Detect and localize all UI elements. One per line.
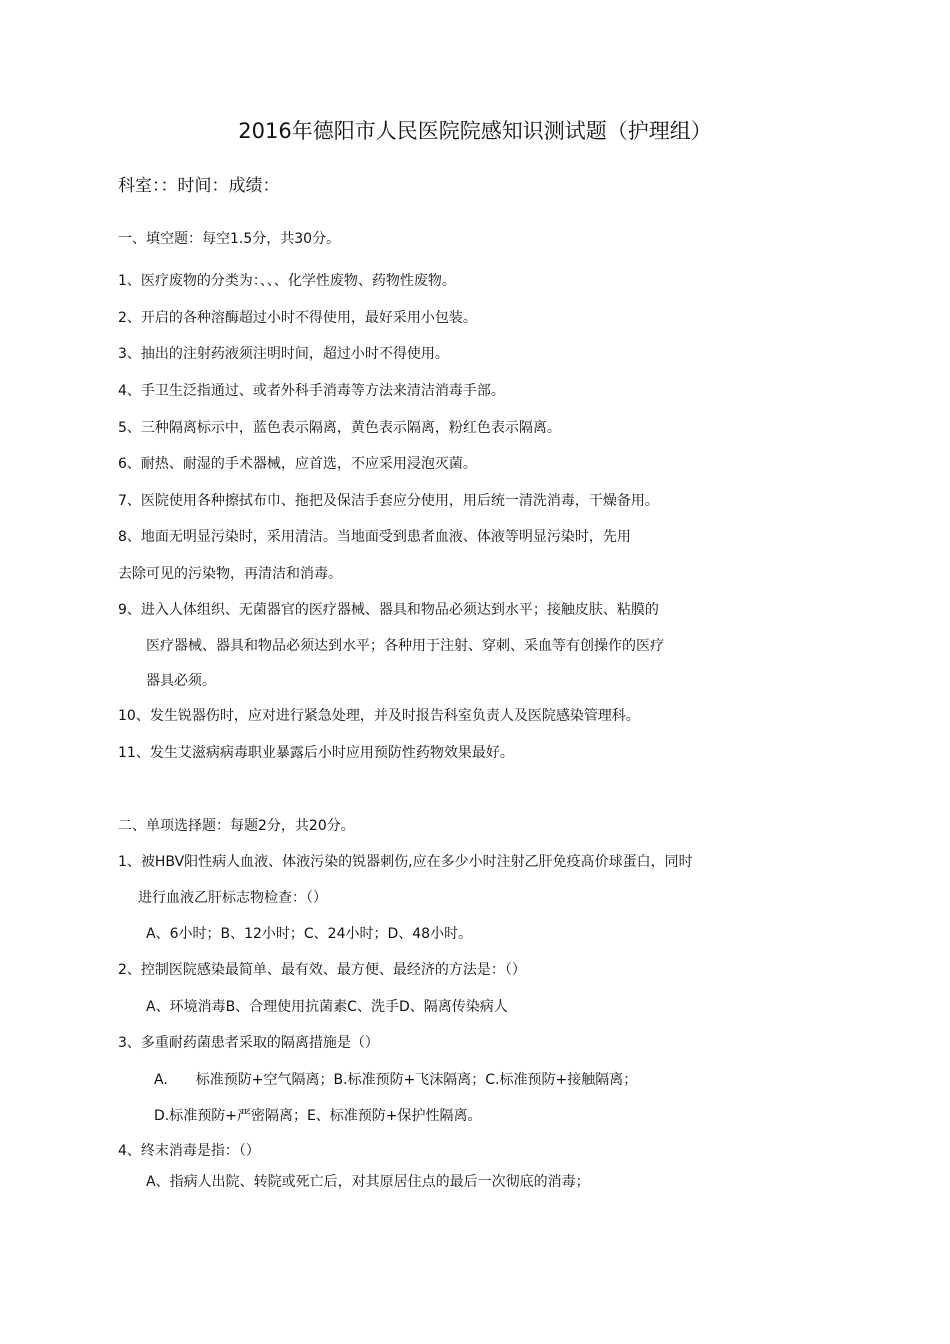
- fill-question-9-cont: 医疗器械、器具和物品必须达到水平；各种用于注射、穿刺、采血等有创操作的医疗: [146, 638, 664, 654]
- choice-question-2: 2、控制医院感染最简单、最有效、最方便、最经济的方法是：（）: [118, 962, 526, 978]
- fill-question-10: 10、发生锐器伤时，应对进行紧急处理，并及时报告科室负责人及医院感染管理科。: [118, 708, 640, 724]
- exam-title: 2016年德阳市人民医院院感知识测试题（护理组）: [238, 119, 712, 143]
- fill-question-3: 3、抽出的注射药液须注明时间，超过小时不得使用。: [118, 346, 449, 362]
- choice-question-4-option-a: A、指病人出院、转院或死亡后，对其原居住点的最后一次彻底的消毒；: [146, 1174, 590, 1190]
- choice-question-1-options: A、6小时；B、12小时；C、24小时；D、48小时。: [146, 926, 473, 942]
- choice-question-3-options-cont: D.标准预防+严密隔离；E、标准预防+保护性隔离。: [154, 1108, 482, 1124]
- choice-question-1-cont: 进行血液乙肝标志物检查：（）: [138, 890, 327, 906]
- fill-question-2: 2、开启的各种溶酶超过小时不得使用，最好采用小包装。: [118, 310, 477, 326]
- section2-heading: 二、单项选择题：每题2分，共20分。: [118, 818, 355, 834]
- fill-question-9: 9、进入人体组织、无菌器官的医疗器械、器具和物品必须达到水平；接触皮肤、粘膜的: [118, 602, 659, 618]
- choice-question-2-options: A、环境消毒B、合理使用抗菌素C、洗手D、隔离传染病人: [146, 999, 508, 1015]
- fill-question-8-cont: 去除可见的污染物，再清洁和消毒。: [118, 566, 342, 582]
- fill-question-5: 5、三种隔离标示中，蓝色表示隔离，黄色表示隔离，粉红色表示隔离。: [118, 420, 561, 436]
- fill-question-7: 7、医院使用各种擦拭布巾、拖把及保洁手套应分使用，用后统一清洗消毒，干燥备用。: [118, 493, 659, 509]
- exam-info-line: 科室：：时间：成绩：: [118, 176, 280, 196]
- section1-heading: 一、填空题：每空1.5分，共30分。: [118, 231, 341, 247]
- fill-question-8: 8、地面无明显污染时，采用清洁。当地面受到患者血液、体液等明显污染时，先用: [118, 529, 631, 545]
- fill-question-11: 11、发生艾滋病病毒职业暴露后小时应用预防性药物效果最好。: [118, 745, 514, 761]
- fill-question-4: 4、手卫生泛指通过、或者外科手消毒等方法来清洁消毒手部。: [118, 383, 505, 399]
- fill-question-1: 1、医疗废物的分类为：、、、化学性废物、药物性废物。: [118, 273, 456, 289]
- choice-question-1: 1、被HBV阳性病人血液、体液污染的锐器刺伤,应在多少小时注射乙肝免疫髙价球蛋白，同时: [118, 854, 693, 870]
- choice-question-3-options: A. 标准预防+空气隔离；B.标准预防+飞沫隔离；C.标准预防+接触隔离；: [154, 1072, 638, 1088]
- choice-question-4: 4、终末消毒是指：（）: [118, 1143, 260, 1159]
- choice-question-3: 3、多重耐药菌患者采取的隔离措施是（）: [118, 1035, 379, 1051]
- fill-question-6: 6、耐热、耐湿的手术器械，应首选，不应采用浸泡灭菌。: [118, 456, 477, 472]
- fill-question-9-cont2: 器具必须。: [146, 673, 216, 689]
